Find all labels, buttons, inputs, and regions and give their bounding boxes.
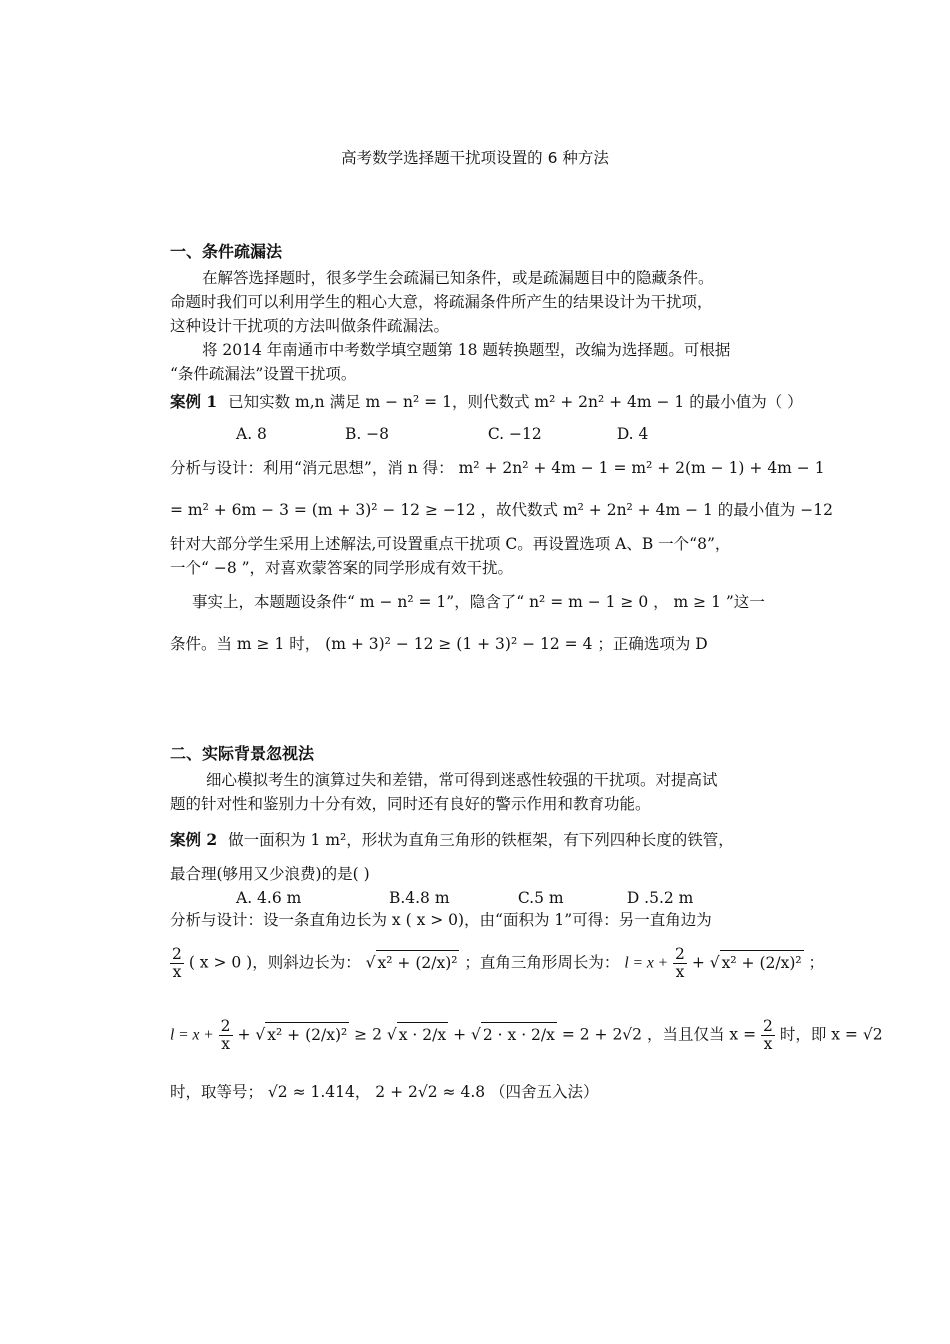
sqrt-expression: x² + (2/x)² [265,1022,349,1047]
option-a: A. 8 [236,425,267,443]
case-2 [170,828,734,852]
section-1-heading: 一、条件疏漏法 [170,242,283,261]
case-1-options [236,422,648,446]
case-1 [170,390,803,414]
inequality-line: l = x + $\frac{2}{x}$ + √ x² + (2/x)² ≥ 2 √ x · 2/x + √ 2 · x · 2/x = 2 + 2√2 ，当且仅当 x = $\frac{2}{x}$ 时，即 x = √2 [170,1017,883,1054]
option-d: D .5.2 m [626,889,694,907]
analysis-line: = m² + 6m − 3 = (m + 3)² − 12 ≥ −12 ，故代数式 m² + 2n² + 4m − 1 的最小值为 −12 [170,501,833,519]
sqrt-expression: x² + (2/x)² [376,950,460,975]
section-1-paragraph: 在解答选择题时，很多学生会疏漏已知条件，或是疏漏题目中的隐藏条件。 [202,269,714,287]
option-c: C.5 m [517,889,564,907]
case-2-label: 案例 2 [170,830,218,849]
section-1-paragraph: 命题时我们可以利用学生的粗心大意，将疏漏条件所产生的结果设计为干扰项， [170,293,713,311]
case-2-text: 做一面积为 1 m²，形状为直角三角形的铁框架，有下列四种长度的铁管， [228,831,734,849]
sqrt-expression: x² + (2/x)² [720,950,804,975]
analysis-line: 针对大部分学生采用上述解法,可设置重点干扰项 C。再设置选项 A、B 一个“8”， [170,535,731,553]
fraction: $\frac{2}{x}$ [172,945,182,982]
section-2-heading: 二、实际背景忽视法 [170,744,315,763]
section-2-paragraph: 题的针对性和鉴别力十分有效，同时还有良好的警示作用和教育功能。 [170,795,651,813]
sqrt-expression: 2 · x · 2/x [481,1022,557,1047]
analysis-line: 条件。当 m ≥ 1 时， (m + 3)² − 12 ≥ (1 + 3)² − 12 = 4 ；正确选项为 D [170,635,708,653]
analysis-line: 分析与设计：利用“消元思想”，消 n 得： m² + 2n² + 4m − 1 = m² + 2(m − 1) + 4m − 1 [170,459,825,477]
case-1-label: 案例 1 [170,392,218,411]
option-b: B. −8 [344,425,390,443]
case-1-text: 已知实数 m,n 满足 m − n² = 1，则代数式 m² + 2n² + 4m − 1 的最小值为（ ） [228,393,803,411]
analysis-line: 一个“ −8 ”，对喜欢蒙答案的同学形成有效干扰。 [170,559,514,577]
case-2-options [236,886,693,910]
section-1-paragraph: 将 2014 年南通市中考数学填空题第 18 题转换题型，改编为选择题。可根据 [202,341,731,359]
fraction: $\frac{2}{x}$ [220,1017,231,1054]
section-1-paragraph: “条件疏漏法”设置干扰项。 [170,365,357,383]
option-c: C. −12 [487,425,542,443]
page-title: 高考数学选择题干扰项设置的 6 种方法 [341,149,609,167]
fraction: $\frac{2}{x}$ [675,945,685,982]
sqrt-expression: x · 2/x [397,1022,448,1047]
section-2-paragraph: 细心模拟考生的演算过失和差错，常可得到迷惑性较强的干扰项。对提高试 [206,771,718,789]
section-1-paragraph: 这种设计干扰项的方法叫做条件疏漏法。 [170,317,450,335]
analysis-line: 时，取等号； √2 ≈ 1.414， 2 + 2√2 ≈ 4.8 （四舍五入法） [170,1083,599,1101]
option-a: A. 4.6 m [236,889,302,907]
analysis-line: 分析与设计：设一条直角边长为 x ( x > 0)，由“面积为 1”可得：另一直角边为 [170,911,712,929]
case-2-text: 最合理(够用又少浪费)的是( ) [170,865,370,883]
analysis-line: $\frac{2}{x}$ ( x > 0 )，则斜边长为： √ x² + (2/x)² ；直角三角形周长为： l = x + $\frac{2}{x}$ + √ x² + (2/x)² ； [172,945,825,982]
fraction: $\frac{2}{x}$ [763,1017,773,1054]
option-d: D. 4 [616,425,649,443]
option-b: B.4.8 m [388,889,450,907]
analysis-line: 事实上，本题题设条件“ m − n² = 1”，隐含了“ n² = m − 1 ≥ 0 ， m ≥ 1 ”这一 [192,593,765,611]
